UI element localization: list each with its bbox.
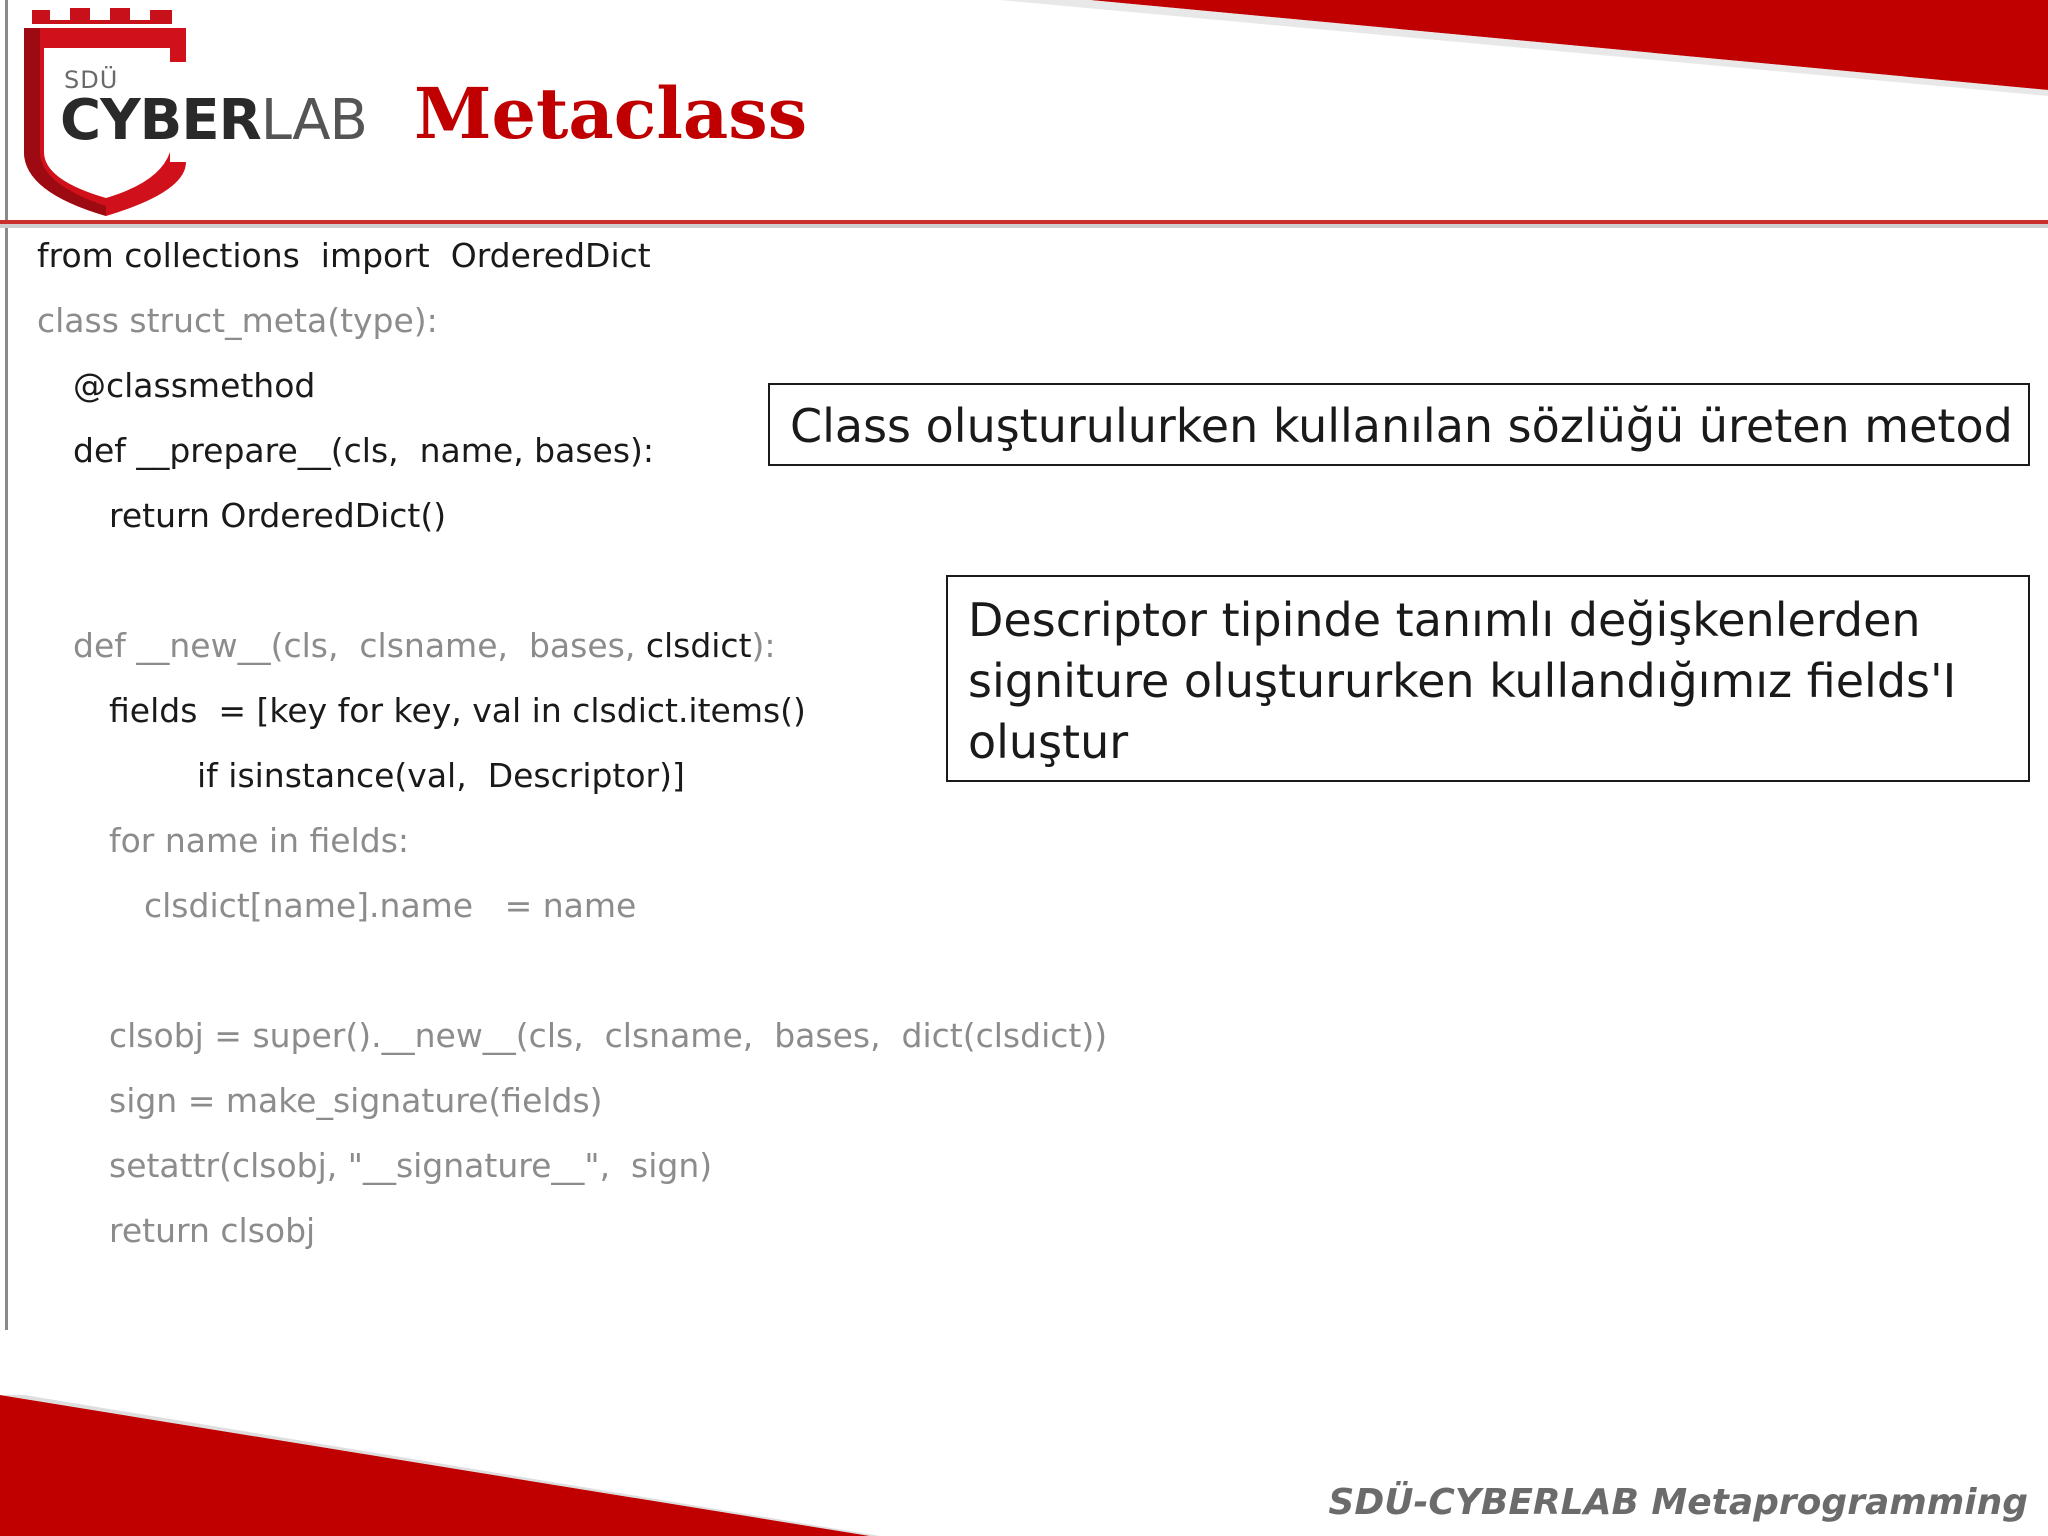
callout-prepare: Class oluşturulurken kullanılan sözlüğü üreten metod [768, 383, 2030, 466]
code-line: from collections import OrderedDict [37, 236, 651, 275]
cyberlab-logo [10, 2, 367, 222]
code-segment: clsdict [645, 626, 752, 665]
logo-word-lab: LAB [260, 88, 367, 153]
callout-fields: Descriptor tipinde tanımlı değişkenlerden signiture oluştururken kullandığımız fields'I oluştur [946, 575, 2030, 782]
code-line: @classmethod [73, 366, 316, 405]
code-segment: def __new__(cls, clsname, bases, [73, 626, 646, 665]
code-line: for name in fields: [109, 821, 410, 860]
code-line: return clsobj [109, 1211, 316, 1250]
code-line: def __prepare__(cls, name, bases): [73, 431, 655, 470]
code-segment: ): [751, 626, 776, 665]
logo-wordmark [60, 88, 367, 153]
code-line: if isinstance(val, Descriptor)] [197, 756, 685, 795]
logo-word-cyber: CYBER [60, 88, 261, 153]
code-line: setattr(clsobj, "__signature__", sign) [109, 1146, 713, 1185]
code-line [73, 626, 776, 666]
left-rule [5, 0, 8, 1330]
code-line: clsdict[name].name = name [144, 886, 637, 925]
code-line: fields = [key for key, val in clsdict.items() [109, 691, 806, 730]
logo-small-text: SDÜ [64, 66, 119, 94]
footer-text: SDÜ-CYBERLAB Metaprogramming [1328, 1482, 2028, 1523]
code-line: sign = make_signature(fields) [109, 1081, 603, 1120]
slide-title: Metaclass [414, 72, 808, 155]
code-line: class struct_meta(type): [37, 301, 438, 340]
code-line: return OrderedDict() [109, 496, 447, 535]
code-line: clsobj = super().__new__(cls, clsname, bases, dict(clsdict)) [109, 1016, 1108, 1055]
